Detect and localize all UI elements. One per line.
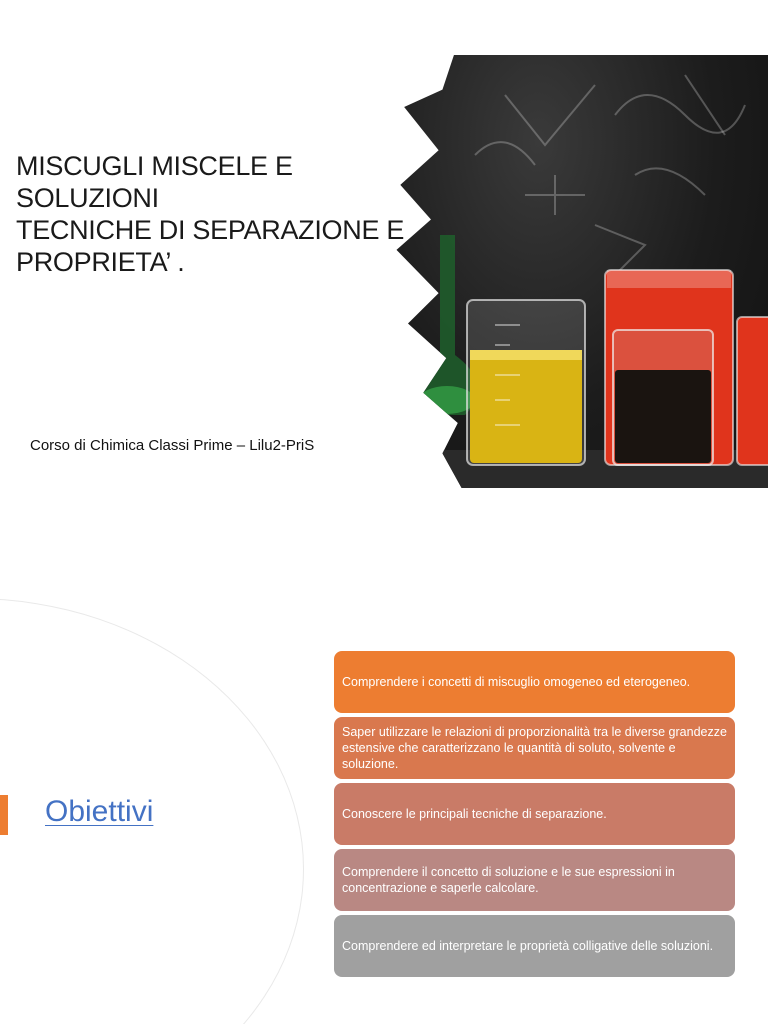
objective-item (334, 915, 735, 977)
objective-item (334, 783, 735, 845)
objectives-heading[interactable]: Obiettivi (45, 795, 154, 828)
slide-subtitle: Corso di Chimica Classi Prime – Lilu2-PriS (30, 437, 315, 454)
objective-text: Comprendere ed interpretare le proprietà colligative delle soluzioni. (342, 939, 714, 953)
objective-item (334, 849, 735, 911)
objective-text: Comprendere il concetto di soluzione e le sue espressioni in concentrazione e saperle calcolare. (342, 865, 675, 895)
objective-text: Saper utilizzare le relazioni di proporzionalità tra le diverse grandezze estensive che caratterizzano le quantità di soluto, solvente e soluzione. (342, 725, 727, 771)
objectives-slide (0, 512, 768, 1024)
accent-bar (0, 795, 8, 835)
objectives-list (334, 651, 735, 981)
objective-text: Conoscere le principali tecniche di separazione. (342, 807, 607, 821)
objective-item (334, 651, 735, 713)
objective-item (334, 717, 735, 779)
objective-text: Comprendere i concetti di miscuglio omogeneo ed eterogeneo. (342, 675, 691, 689)
lab-beakers-photo (385, 55, 768, 488)
slide-title: MISCUGLI MISCELE E SOLUZIONI TECNICHE DI SEPARAZIONE E PROPRIETA’ . (16, 151, 405, 277)
